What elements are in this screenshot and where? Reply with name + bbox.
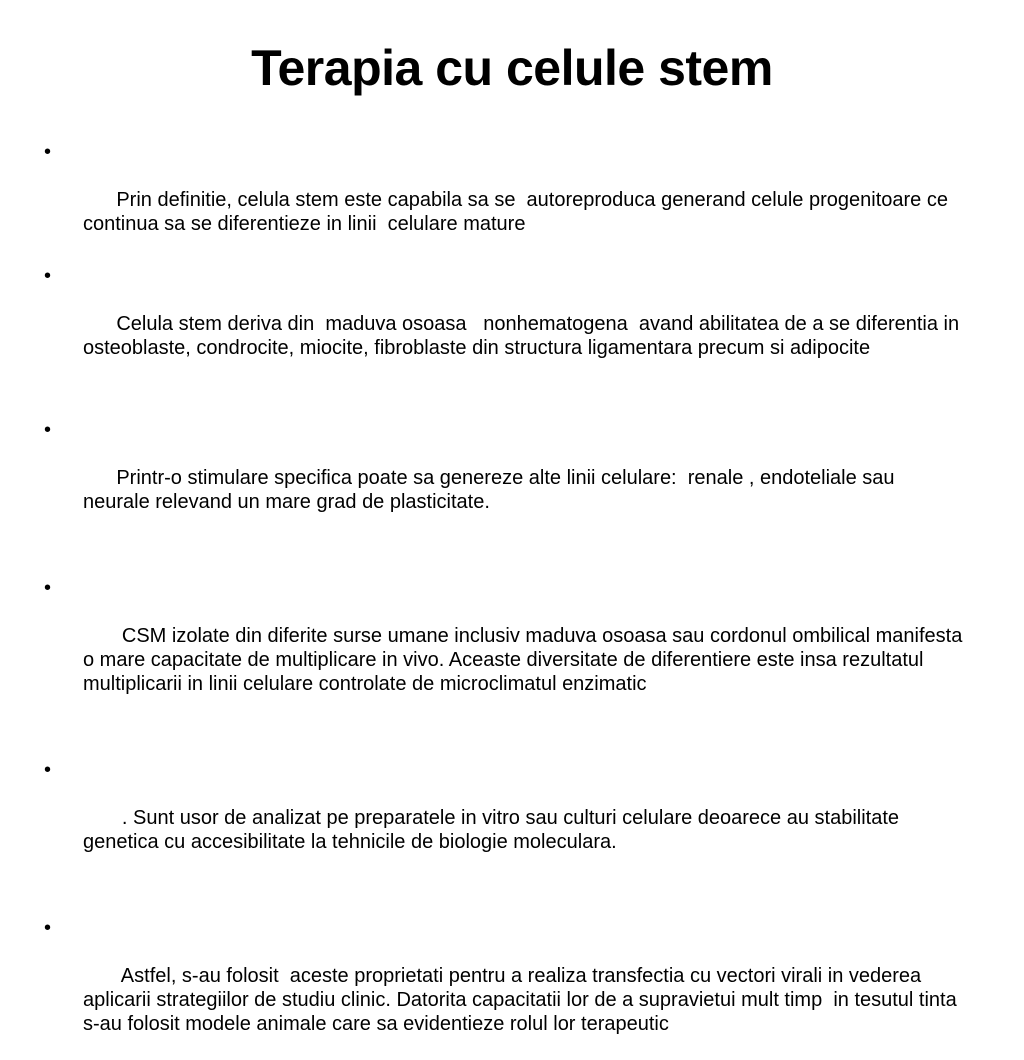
bullet-text: . Sunt usor de analizat pe preparatele in vitro sau culturi celulare deoarece au stabilitate genetica cu accesibilitate la tehnicile de biologie moleculara. [83, 807, 905, 853]
bullet-item [44, 264, 964, 384]
bullet-text: CSM izolate din diferite surse umane inclusiv maduva osoasa sau cordonul ombilical manifesta o mare capacitate de multiplicare in vivo. Aceaste diversitate de diferentiere este insa rezultatul multiplicarii in linii celulare controlate de microclimatul enzimatic [83, 625, 968, 695]
bullet-marker: • [44, 577, 52, 599]
bullet-marker: • [44, 759, 52, 781]
bullet-marker: • [44, 141, 52, 163]
bullet-text: Printr-o stimulare specifica poate sa genereze alte linii celulare: renale , endoteliale sau neurale relevand un mare grad de plasticitate. [83, 467, 901, 513]
bullet-marker: • [44, 917, 52, 939]
bullet-item [44, 418, 964, 538]
bullet-list [44, 140, 968, 1060]
bullet-item [44, 140, 964, 260]
bullet-text: Celula stem deriva din maduva osoasa nonhematogena avand abilitatea de a se diferentia in osteoblaste, condrocite, miocite, fibroblaste din structura ligamentara precum si adipocite [83, 313, 965, 359]
bullet-text: Prin definitie, celula stem este capabila sa se autoreproduca generand celule progenitoare ce continua sa se diferentieze in linii celulare mature [83, 189, 954, 235]
bullet-marker: • [44, 419, 52, 441]
slide-title: Terapia cu celule stem [251, 40, 773, 96]
bullet-item [44, 758, 964, 878]
bullet-marker: • [44, 265, 52, 287]
bullet-text: Astfel, s-au folosit aceste proprietati pentru a realiza transfectia cu vectori virali in vederea aplicarii strategiilor de studiu clinic. Datorita capacitatii lor de a supravietui mult timp in tesutul tinta s-au folosit modele animale care sa evidentieze rolul lor terapeutic [83, 965, 968, 1035]
bullet-item [44, 576, 968, 720]
bullet-item [44, 916, 968, 1060]
